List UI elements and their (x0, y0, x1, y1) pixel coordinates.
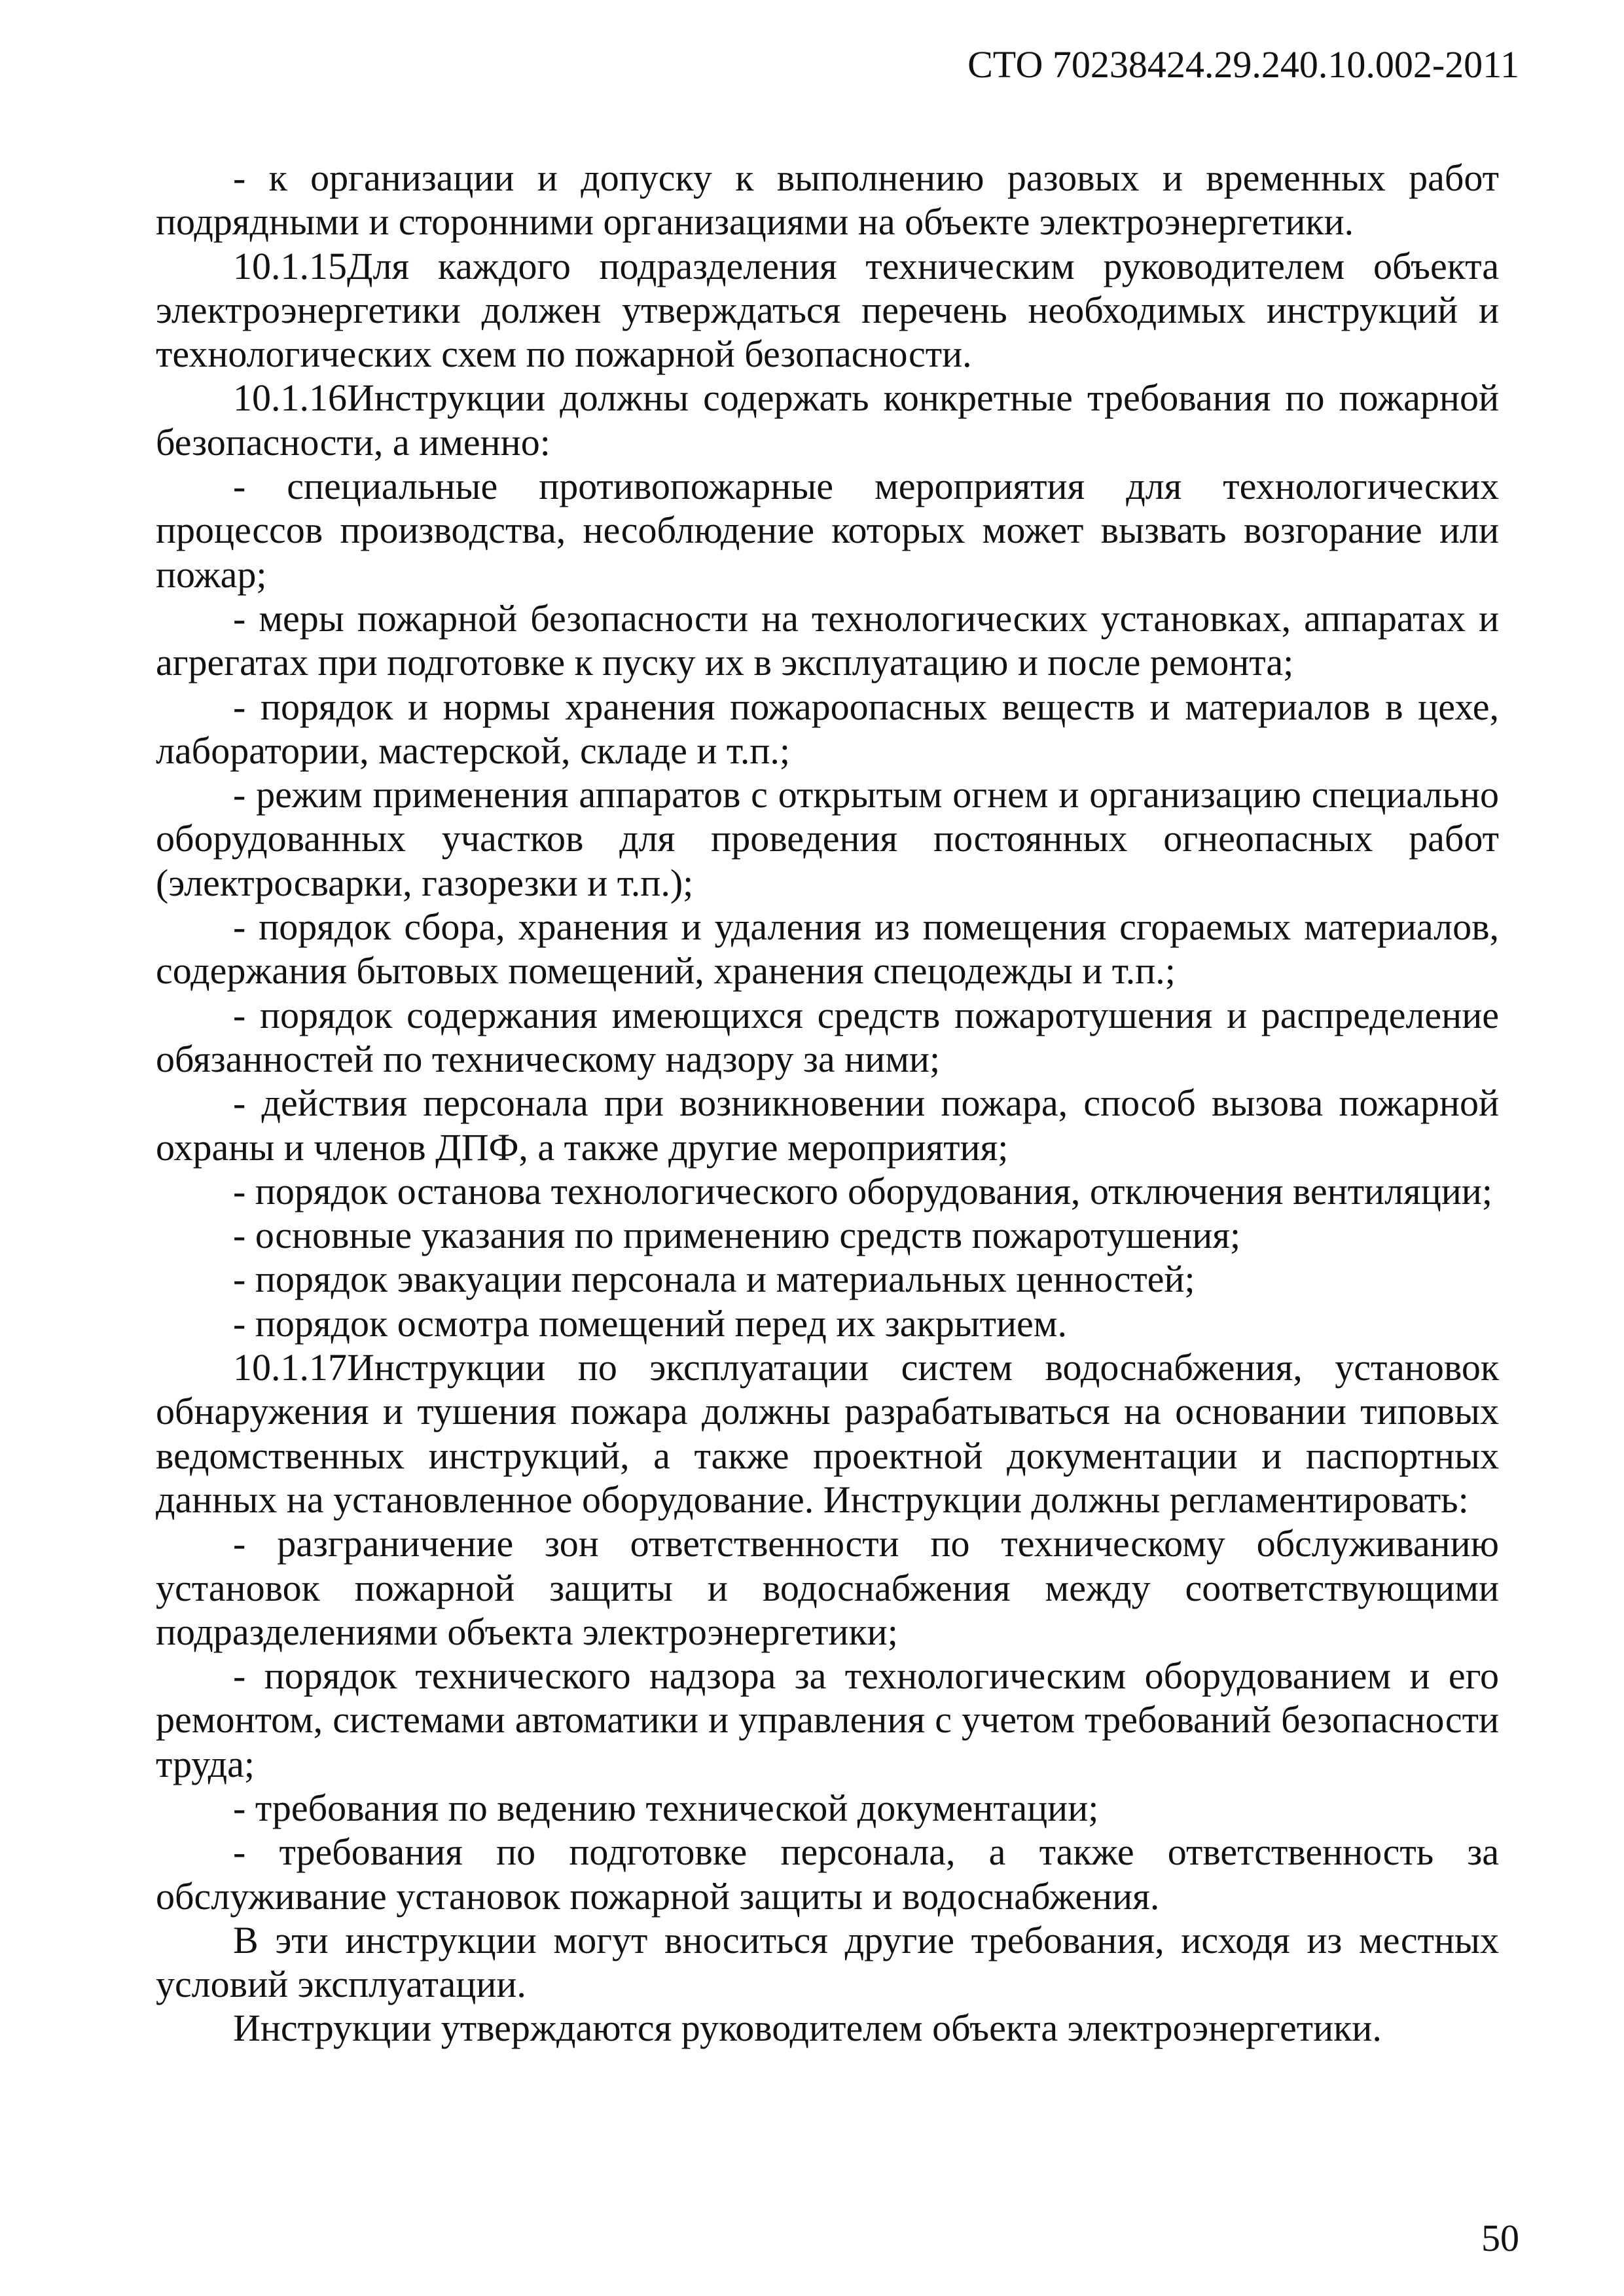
paragraph-list-item: - порядок технического надзора за технологическим оборудованием и его ремонтом, системами автоматики и управления с учетом требований безопасности труда; (156, 1654, 1499, 1785)
document-code: СТО 70238424.29.240.10.002-2011 (967, 43, 1519, 86)
paragraph-list-item: - порядок и нормы хранения пожароопасных веществ и материалов в цехе, лаборатории, мастерской, складе и т.п.; (156, 685, 1499, 772)
paragraph-list-item: - порядок сбора, хранения и удаления из помещения сгораемых материалов, содержания бытовых помещений, хранения спецодежды и т.п.; (156, 905, 1499, 993)
paragraph-list-item: - разграничение зон ответственности по техническому обслуживанию установок пожарной защиты и водоснабжения между соответствующими подразделениями объекта электроэнергетики; (156, 1522, 1499, 1653)
paragraph-list-item: - порядок останова технологического оборудования, отключения вентиляции; (233, 1169, 1492, 1212)
page-number: 50 (1481, 2217, 1519, 2259)
paragraph-list-item: - порядок осмотра помещений перед их закрытием. (233, 1302, 1067, 1345)
paragraph-list-item: - требования по ведению технической документации; (233, 1786, 1099, 1829)
paragraph-clause-10-1-17: 10.1.17Инструкции по эксплуатации систем водоснабжения, установок обнаружения и тушения пожара должны разрабатываться на основании типовых ведомственных инструкций, а также проектной документации и паспортных данных на установленное оборудование. Инструкции должны регламентировать: (156, 1346, 1499, 1521)
paragraph-list-item: - требования по подготовке персонала, а также ответственность за обслуживание установок пожарной защиты и водоснабжения. (156, 1831, 1499, 1918)
paragraph-list-item: - меры пожарной безопасности на технологических установках, аппаратах и агрегатах при подготовке к пуску их в эксплуатацию и после ремонта; (156, 596, 1499, 684)
paragraph-clause-10-1-15: 10.1.15Для каждого подразделения техническим руководителем объекта электроэнергетики должен утверждаться перечень необходимых инструкций и технологических схем по пожарной безопасности. (156, 244, 1499, 376)
paragraph-clause-10-1-16: 10.1.16Инструкции должны содержать конкретные требования по пожарной безопасности, а именно: (156, 376, 1499, 464)
paragraph-body: Инструкции утверждаются руководителем объекта электроэнергетики. (233, 2007, 1382, 2050)
paragraph-list-item: - порядок содержания имеющихся средств пожаротушения и распределение обязанностей по техническому надзору за ними; (156, 993, 1499, 1080)
paragraph-list-item: - основные указания по применению средств пожаротушения; (233, 1214, 1241, 1257)
paragraph-list-item: - порядок эвакуации персонала и материальных ценностей; (233, 1258, 1195, 1301)
paragraph-list-item: - действия персонала при возникновении пожара, способ вызова пожарной охраны и членов ДПФ, а также другие мероприятия; (156, 1082, 1499, 1169)
document-body (156, 156, 1499, 2050)
paragraph-list-item: - к организации и допуску к выполнению разовых и временных работ подрядными и сторонними организациями на объекте электроэнергетики. (156, 156, 1499, 244)
paragraph-body: В эти инструкции могут вноситься другие требования, исходя из местных условий эксплуатации. (156, 1918, 1499, 2006)
paragraph-list-item: - режим применения аппаратов с открытым огнем и организацию специально оборудованных участков для проведения постоянных огнеопасных работ (электросварки, газорезки и т.п.); (156, 773, 1499, 904)
paragraph-list-item: - специальные противопожарные мероприятия для технологических процессов производства, несоблюдение которых может вызвать возгорание или пожар; (156, 465, 1499, 596)
